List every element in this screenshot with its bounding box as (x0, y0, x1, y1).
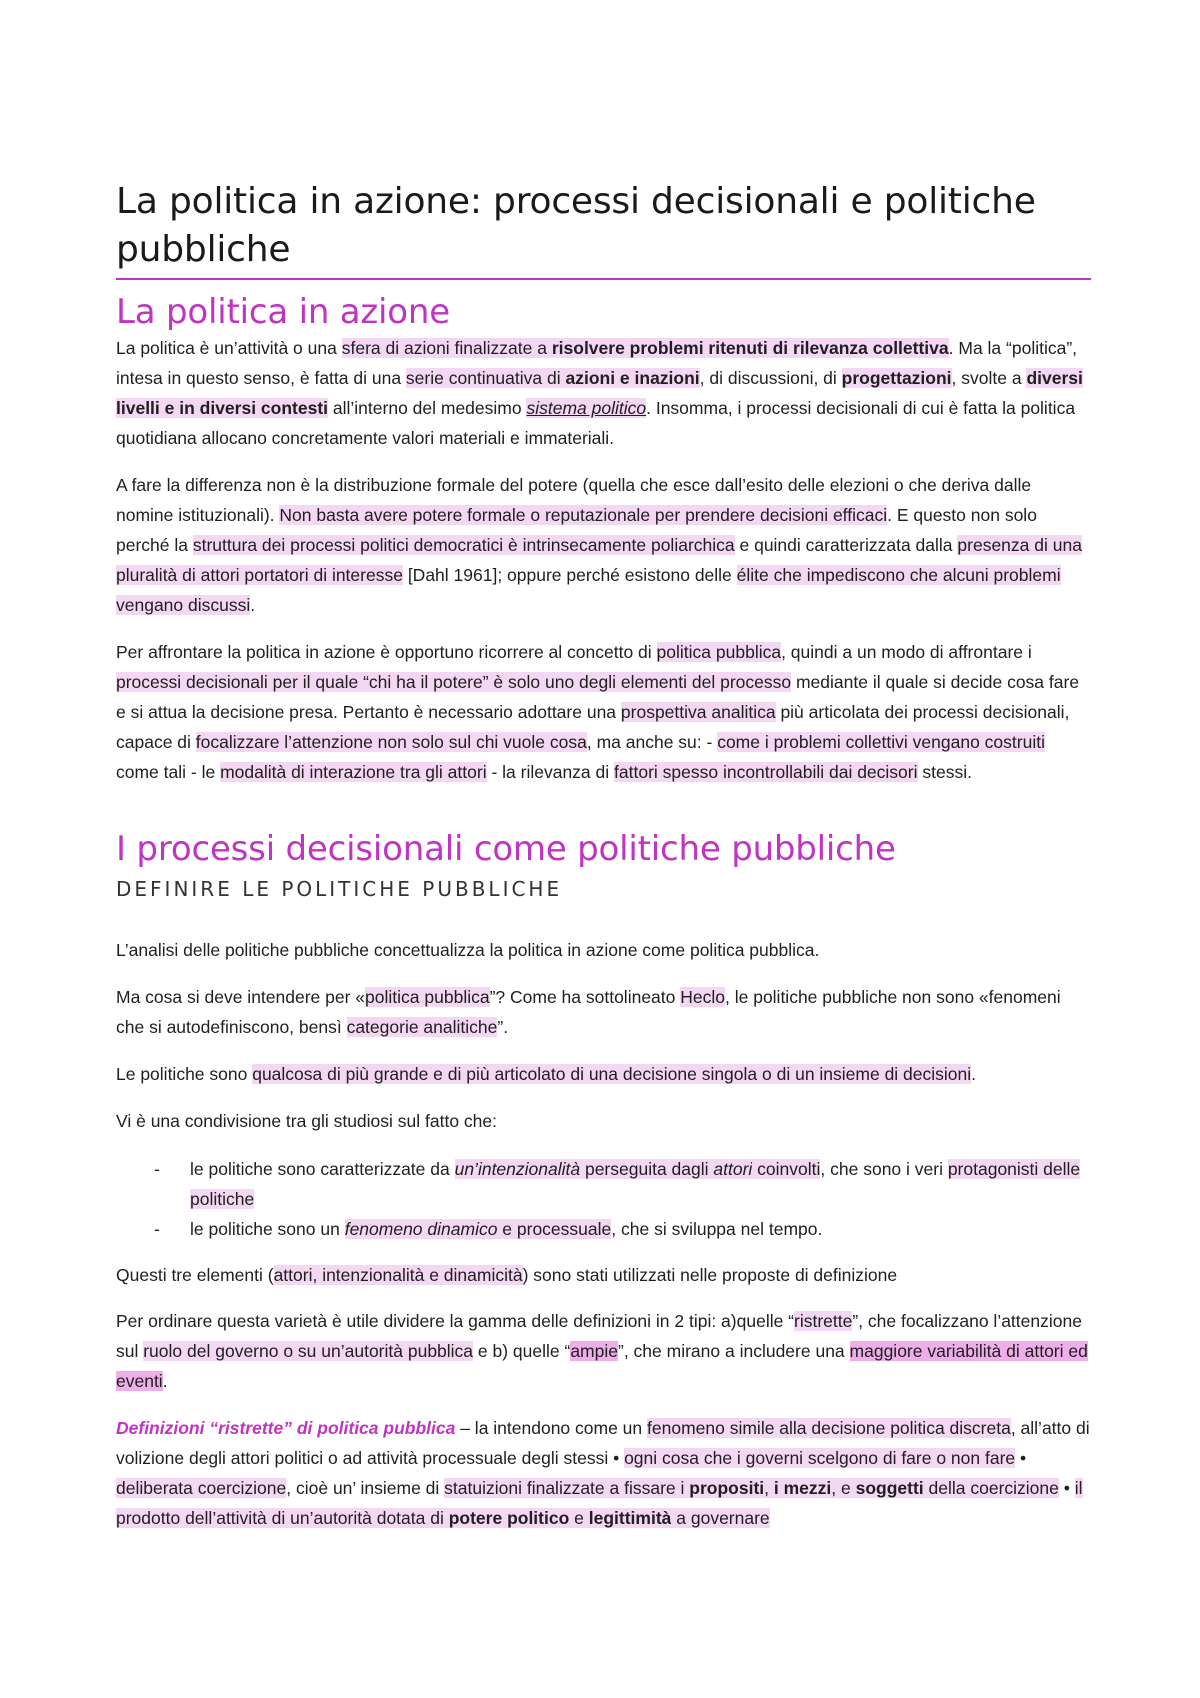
highlight-bold-run: potere politico (448, 1508, 570, 1528)
text-run: ”. (497, 1017, 509, 1037)
highlight-run: processi decisionali (116, 672, 268, 692)
paragraph-1 (116, 333, 1091, 453)
highlight-run: come i problemi collettivi vengano costruiti (717, 732, 1045, 752)
paragraph-4: L’analisi delle politiche pubbliche concettualizza la politica in azione come politica pubblica. (116, 940, 820, 960)
text-run: . Insomma, i processi decisionali di cui è fatta la politica quotidiana allocano concretamente valori materiali e immateriali. (116, 398, 1076, 448)
text-run: , svolte a (951, 368, 1027, 388)
pink-italic-run: Definizioni “ristrette” di politica pubblica (116, 1418, 456, 1438)
highlight-run: per il quale “chi ha il potere” è solo uno degli elementi del processo (267, 672, 792, 692)
highlight-run: Non basta avere potere formale o reputazionale per prendere decisioni efficaci (279, 505, 888, 525)
highlight-bold-run: progettazioni (841, 368, 952, 388)
text-run: • (1015, 1448, 1027, 1468)
text-run: le politiche sono caratterizzate da (190, 1159, 455, 1179)
text-run: , ma anche su: - (586, 732, 718, 752)
text-run: , che si sviluppa nel tempo. (611, 1219, 823, 1239)
text-run: A fare la differenza non è la distribuzione formale del potere (quella che esce dall’esito delle elezioni o che deriva dalle nomine istituzionali). (116, 475, 1032, 525)
text-run: . (971, 1064, 977, 1084)
list-dash: - (154, 1219, 160, 1239)
text-run: all’interno del medesimo (328, 398, 527, 418)
highlight-run: fenomeno simile alla decisione politica discreta (647, 1418, 1011, 1438)
text-run: le politiche sono un (190, 1219, 345, 1239)
highlight-run: attori, intenzionalità e dinamicità (273, 1265, 523, 1285)
highlight-run: ruolo del governo o su un’autorità pubblica (143, 1341, 474, 1361)
list-item-text (190, 1154, 1091, 1214)
italic-highlight-run: fenomeno dinamico (344, 1219, 498, 1239)
strong-highlight-run: ampie (570, 1341, 618, 1361)
text-run: più articolata dei processi decisionali, capace di (116, 702, 1070, 752)
list-dash: - (154, 1159, 160, 1179)
text-run: Le politiche sono (116, 1064, 253, 1084)
text-run: Per affrontare la politica in azione è opportuno ricorrere al concetto di (116, 642, 657, 662)
highlight-run: focalizzare l’attenzione non solo sul chi vuole cosa (195, 732, 587, 752)
highlight-bold-run: i mezzi (773, 1478, 832, 1498)
highlight-run: protagonisti delle politiche (190, 1159, 1081, 1209)
highlight-run: e (569, 1508, 589, 1528)
text-run: e b) quelle “ (473, 1341, 571, 1361)
highlight-run: , (764, 1478, 774, 1498)
highlight-bold-run: risolvere problemi ritenuti di rilevanza collettiva (551, 338, 949, 358)
paragraph-5 (116, 982, 1091, 1042)
text-run: come tali - le (116, 762, 221, 782)
list-item (116, 1154, 1091, 1214)
highlight-run: serie continuativa di (405, 368, 566, 388)
text-run: La politica è un’attività o una (116, 338, 342, 358)
highlight-run: e processuale (497, 1219, 612, 1239)
text-run: , che sono i veri (820, 1159, 948, 1179)
highlight-run: prospettiva analitica (620, 702, 776, 722)
text-run: - la rilevanza di (486, 762, 615, 782)
text-run: Ma cosa si deve intendere per « (116, 987, 366, 1007)
paragraph-7: Vi è una condivisione tra gli studiosi sul fatto che: (116, 1111, 498, 1131)
text-run: • (1058, 1478, 1075, 1498)
highlight-run: statuizioni finalizzate a fissare i (444, 1478, 690, 1498)
strong-highlight-run: maggiore variabilità di attori ed eventi (116, 1341, 1088, 1391)
text-run: , di discussioni, di (699, 368, 842, 388)
highlight-run: deliberata coercizione (116, 1478, 287, 1498)
text-run: , le politiche pubbliche non sono «fenomeni che si autodefiniscono, bensì (116, 987, 1061, 1037)
text-run: Questi tre elementi ( (116, 1265, 274, 1285)
highlight-bold-run: propositi (689, 1478, 765, 1498)
text-run: mediante il quale si decide cosa fare e si attua la decisione presa. Pertanto è necessario adottare una (116, 672, 1080, 722)
text-run: – la intendono come un (455, 1418, 648, 1438)
highlight-bold-run: azioni e inazioni (565, 368, 700, 388)
document-title: La politica in azione: processi decisionali e politiche pubbliche (116, 181, 1036, 270)
highlight-run: politica pubblica (656, 642, 782, 662)
text-run: . (250, 595, 256, 615)
highlight-run: della coercizione (923, 1478, 1059, 1498)
italic-highlight-run: un’intenzionalità (454, 1159, 581, 1179)
highlight-run: categorie analitiche (346, 1017, 498, 1037)
text-run: ”, che mirano a includere una (618, 1341, 850, 1361)
text-run: , quindi a un modo di affrontare i (781, 642, 1032, 662)
text-run: [Dahl 1961]; oppure perché esistono delle (402, 565, 737, 585)
highlight-run: coinvolti (752, 1159, 821, 1179)
section-heading-la-politica-in-azione: La politica in azione (116, 292, 450, 332)
highlight-run: struttura dei processi politici democratici è intrinsecamente poliarchica (192, 535, 735, 555)
paragraph-10 (116, 1413, 1091, 1533)
italic-underline-run: sistema politico (526, 398, 647, 418)
text-run: stessi. (917, 762, 972, 782)
text-run: ”, che focalizzano l’attenzione sul (116, 1311, 1082, 1361)
paragraph-2 (116, 470, 1091, 620)
text-run: , cioè un’ insieme di (286, 1478, 445, 1498)
section-heading-processi-decisionali: I processi decisionali come politiche pubbliche (116, 829, 896, 869)
list-item-text (190, 1214, 1091, 1244)
highlight-run: ogni cosa che i governi scelgono di fare o non fare (624, 1448, 1016, 1468)
paragraph-8 (116, 1260, 1091, 1290)
paragraph-9 (116, 1306, 1091, 1396)
italic-highlight-run: attori (713, 1159, 753, 1179)
highlight-run: élite che impediscono che alcuni problemi vengano discussi (116, 565, 1061, 615)
highlight-run: Heclo (680, 987, 725, 1007)
highlight-run: a governare (671, 1508, 770, 1528)
highlight-run: fattori spesso incontrollabili dai decisori (614, 762, 918, 782)
text-run: e quindi caratterizzata dalla (734, 535, 958, 555)
text-run: . Ma la “politica”, intesa in questo senso, è fatta di una (116, 338, 1078, 388)
highlight-run: perseguita dagli (580, 1159, 714, 1179)
text-run: ) sono stati utilizzati nelle proposte di definizione (522, 1265, 898, 1285)
highlight-run: , e (831, 1478, 856, 1498)
highlight-run: ristrette (794, 1311, 853, 1331)
text-run: Per ordinare questa varietà è utile dividere la gamma delle definizioni in 2 tipi: a)quelle “ (116, 1311, 795, 1331)
subheading-definire-politiche: DEFINIRE LE POLITICHE PUBBLICHE (116, 877, 563, 901)
highlight-bold-run: soggetti (855, 1478, 924, 1498)
text-run: ”? Come ha sottolineato (489, 987, 681, 1007)
text-run: . E questo non solo perché la (116, 505, 1037, 555)
highlight-run: politica pubblica (365, 987, 490, 1007)
title-underline (116, 278, 1091, 280)
highlight-run: presenza di una pluralità di attori portatori di interesse (116, 535, 1082, 585)
highlight-bold-run: legittimità (588, 1508, 672, 1528)
highlight-bold-run: diversi livelli e in diversi contesti (116, 368, 1083, 418)
highlight-run: sfera di azioni finalizzate a (341, 338, 552, 358)
highlight-run: modalità di interazione tra gli attori (220, 762, 487, 782)
highlight-run: il prodotto dell’attività di un’autorità dotata di (116, 1478, 1083, 1528)
highlight-run: qualcosa di più grande e di più articolato di una decisione singola o di un insieme di decisioni (252, 1064, 972, 1084)
paragraph-3 (116, 637, 1091, 787)
text-run: . (162, 1371, 168, 1391)
list-item (116, 1214, 1091, 1244)
paragraph-6 (116, 1059, 1091, 1089)
text-run: , all’atto di volizione degli attori politici o ad attività processuale degli stessi • (116, 1418, 1090, 1468)
